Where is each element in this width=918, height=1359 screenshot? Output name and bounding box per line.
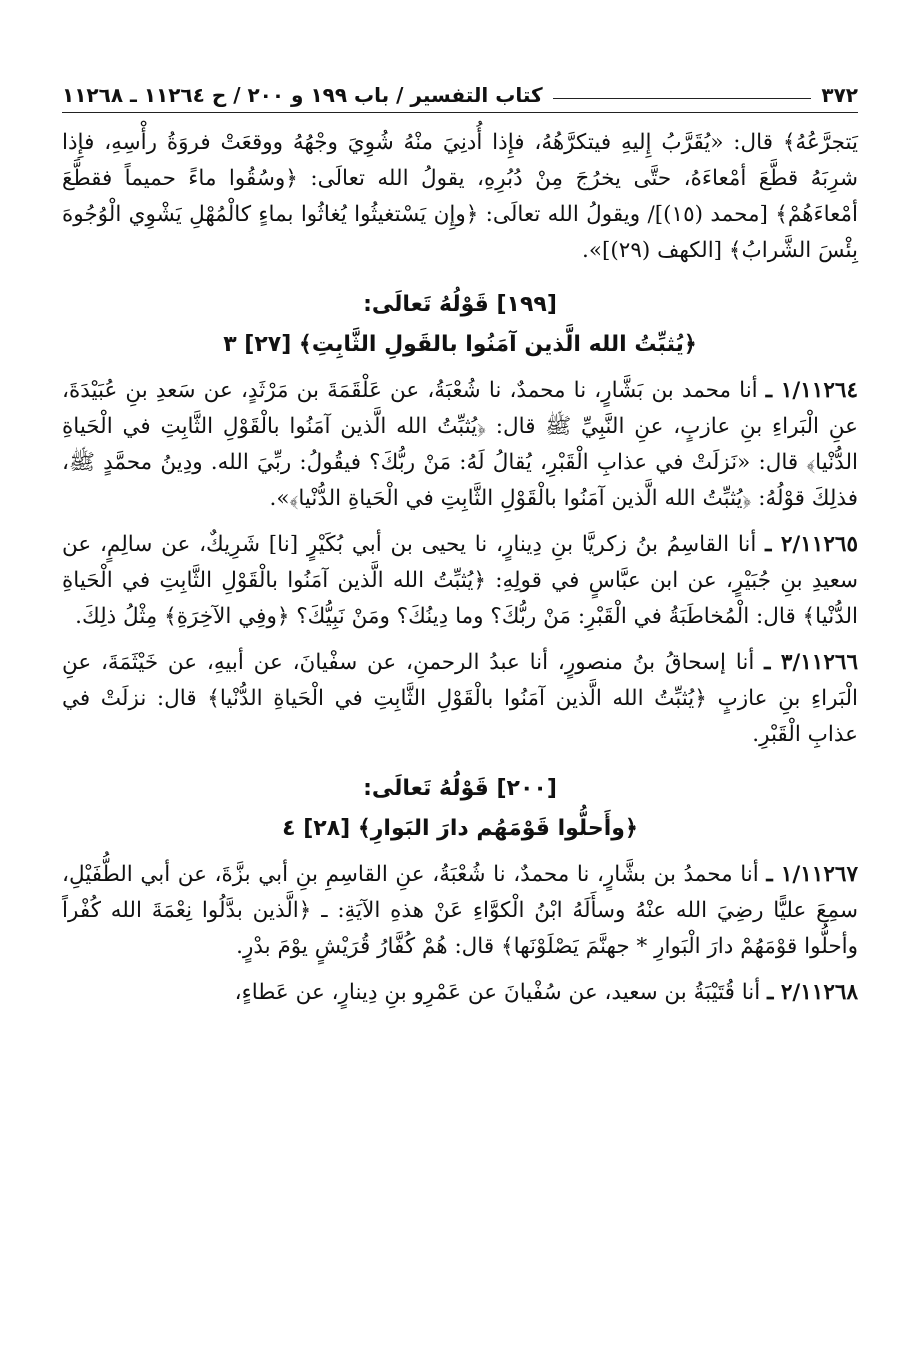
hadith-text: أنا القاسِمُ بنُ زكريَّا بنِ دِينارٍ، نا يحيى بن أبي بُكَيْرٍ [نا] شَرِيكٌ، عن سالِمٍ، عن سعيدِ بنِ جُبَيْرٍ، عن ابن عبَّاسٍ في قولِهِ: ﴿يُثبِّتُ الله الَّذين آمَنُوا بالْقَوْلِ الثَّابِتِ في الْحَياةِ الدُّنْيا﴾ قال: الْمُخاطَبَةُ في الْقَبْرِ: مَنْ ربُّكَ؟ وما دِينُكَ؟ ومَنْ نَبِيُّكَ؟ ﴿وفِي الآخِرَةِ﴾ مِثْلُ ذلِكَ.: [62, 532, 858, 629]
hadith-number: ١/١١٢٦٧ ـ: [766, 862, 858, 887]
hadith-text: أنا قُتَيْبَةُ بن سعيد، عن سُفْيانَ عن عَمْرِو بنِ دِينارٍ، عن عَطاءٍ،: [234, 980, 761, 1005]
running-head: [62, 78, 858, 113]
hadith-11264: [62, 373, 858, 517]
hadith-11268: [62, 975, 858, 1011]
header-rule: [553, 98, 812, 99]
hadith-number: ٣/١١٢٦٦ ـ: [764, 650, 858, 675]
hadith-number: ٢/١١٢٦٨ ـ: [767, 980, 858, 1005]
intro-paragraph: يَتجرَّعُهُ﴾ قال: «يُقَرَّبُ إِليهِ فيتكرَّهُهُ، فإِذا أُدنِيَ منْهُ شُوِيَ وجْهُهُ ووقعَتْ فروَةُ رأْسِهِ، فإِذا شرِبَهُ قطَّعَ أمْعاءَهُ، حتَّى يخرُجَ مِنْ دُبُرِهِ، يقولُ الله تعالَى: ﴿وسُقُوا ماءً حميماً فقطَّعَ أمْعاءَهُمْ﴾ [محمد (١٥)]/ ويقولُ الله تعالَى: ﴿وإِن يَسْتغيثُوا يُغاثُوا بماءٍ كالْمُهْلِ يَشْوِي الْوُجُوهَ بِئْسَ الشَّرابُ﴾ [الكهف (٢٩)]».: [62, 130, 858, 263]
hadith-11267: [62, 857, 858, 965]
hadith-text: أنا محمد بن بَشَّارٍ، نا محمدٌ، نا شُعْبَةُ، عن عَلْقَمَةَ بن مَرْثَدٍ، عن سَعدِ بنِ عُبَيْدَةَ، عنِ الْبَراءِ بنِ عازبٍ، عنِ النَّبِيِّ ﷺ قال: ﴿يُثبِّتُ الله الَّذين آمَنُوا بالْقَوْلِ الثَّابِتِ في الْحَياةِ الدُّنْيا﴾ قال: «نَزلَتْ في عذابِ الْقَبْرِ، يُقالُ لَهُ: مَنْ ربُّكَ؟ فيقُولُ: ربِّيَ الله. ودِينُ محمَّدٍ ﷺ، فذلِكَ قوْلُهُ: ﴿يُثبِّتُ الله الَّذين آمَنُوا بالْقَوْلِ الثَّابِتِ في الْحَياةِ الدُّنْيا﴾».: [62, 378, 858, 511]
hadith-11265: [62, 527, 858, 635]
hadith-text: أنا إسحاقُ بنُ منصورٍ، أنا عبدُ الرحمنِ، عن سفْيانَ، عن أبيهِ، عن خَيْثَمَةَ، عنِ الْبَراءِ بنِ عازبٍ ﴿يُثبِّتُ الله الَّذين آمَنُوا بالْقَوْلِ الثَّابِتِ في الْحَياةِ الدُّنْيا﴾ قال: نزلَتْ في عذابِ الْقَبْرِ.: [62, 650, 858, 747]
hadith-number: ٢/١١٢٦٥ ـ: [765, 532, 858, 557]
hadith-11266: [62, 645, 858, 753]
section-200-heading: [٢٠٠] قَوْلُهُ تَعالَى:: [363, 776, 557, 801]
page-number: ٣٧٢: [821, 83, 858, 107]
running-title: كتاب التفسير / باب ١٩٩ و ٢٠٠ / ح ١١٢٦٤ ـ ١١٢٦٨: [62, 83, 543, 107]
section-199-heading: [١٩٩] قَوْلُهُ تَعالَى:: [363, 292, 557, 317]
hadith-number: ١/١١٢٦٤ ـ: [765, 378, 858, 403]
hadith-text: أنا محمدُ بن بشَّارٍ، نا محمدٌ، نا شُعْبَةُ، عنِ القاسِمِ بنِ أبي بزَّةَ، عن أبي الطُّفَيْلِ، سمِعَ عليًّا رضِيَ الله عنْهُ وسأَلَهُ ابْنُ الْكوَّاءِ عَنْ هذهِ الآيَةِ: ـ ﴿الَّذين بدَّلُوا نِعْمَةَ الله كُفْراً وأحلُّوا قوْمَهُمْ دارَ الْبَوارِ * جهنَّمَ يَصْلَوْنَها﴾ قال: هُمْ كُفَّارُ قُرَيْشٍ يوْمَ بدْرٍ.: [62, 862, 858, 959]
section-199-verse: ﴿يُثبِّتُ الله الَّذين آمَنُوا بالقَولِ الثَّابِتِ﴾ [٢٧] ٣: [223, 332, 697, 357]
page: [62, 78, 858, 1338]
section-200-verse: ﴿وأَحلُّوا قَوْمَهُم دارَ البَوارِ﴾ [٢٨] ٤: [282, 816, 638, 841]
